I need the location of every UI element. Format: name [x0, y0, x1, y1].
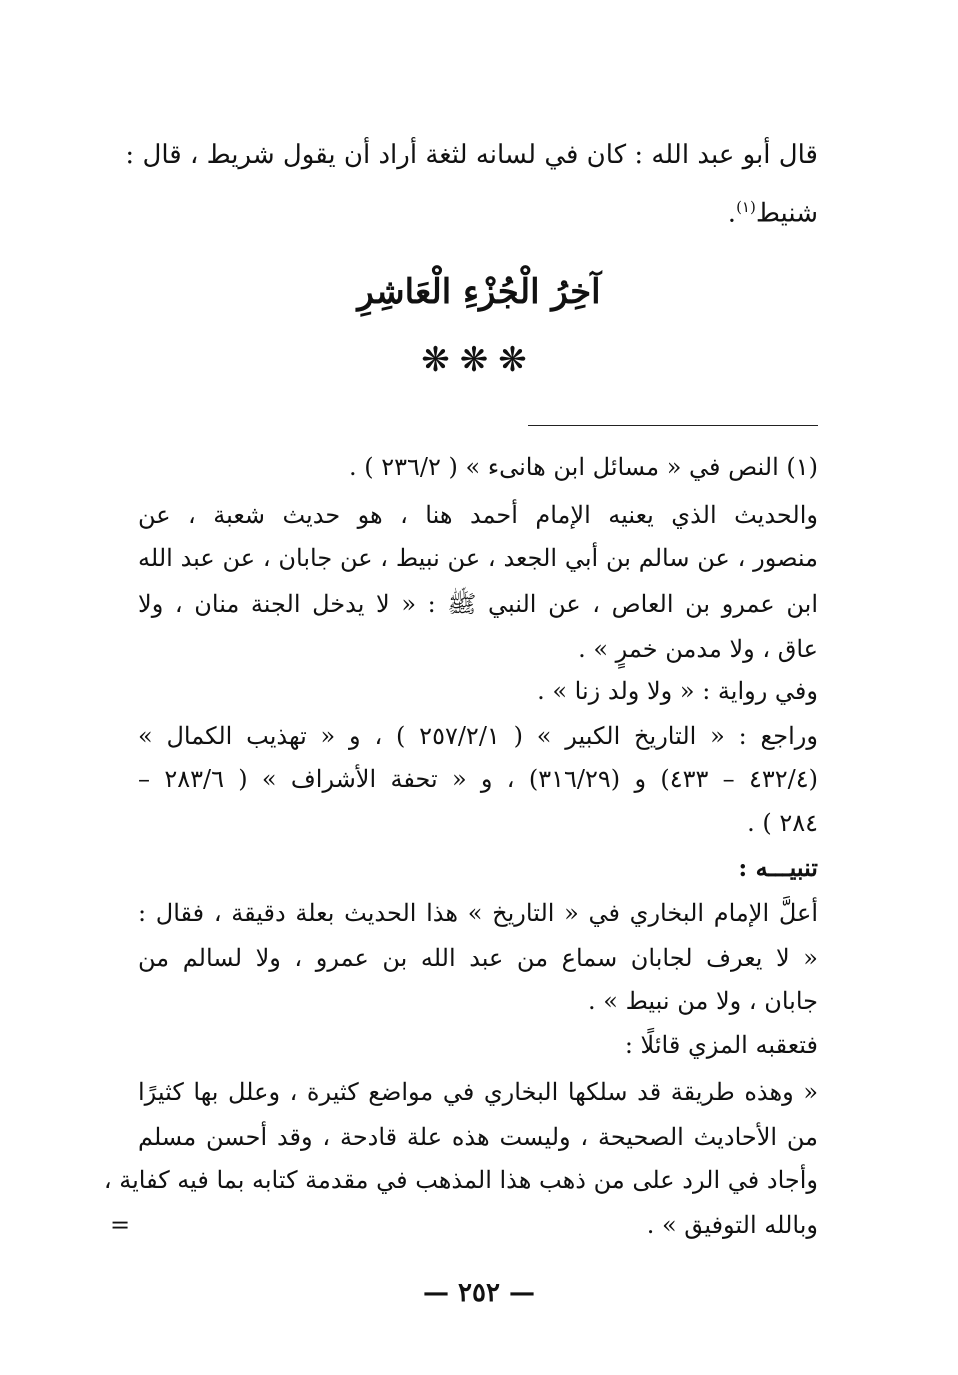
footnote-line: ابن عمرو بن العاص ، عن النبي ﷺ : « لا يدخل الجنة منان ، ولا: [138, 590, 818, 618]
footnote-line: وفي رواية : « ولا ولد زنا » .: [537, 677, 818, 705]
footnote-separator: [528, 425, 818, 426]
main-text-line-1: قال أبو عبد الله : كان في لسانه لثغة أراد أن يقول شريط ، قال :: [125, 140, 818, 170]
footnote-line: « وهذه طريقة قد سلكها البخاري في مواضع كثيرة ، وعلل بها كثيرًا: [138, 1078, 818, 1106]
section-end-title: آخِرُ الْجُزْءِ الْعَاشِرِ: [357, 272, 601, 312]
footnote-line: من الأحاديث الصحيحة ، وليست هذه علة قادحة ، وقد أحسن مسلم: [138, 1123, 818, 1151]
footnote-line: عاق ، ولا مدمن خمرٍ » .: [578, 635, 818, 663]
footnote-line: وأجاد في الرد على من ذهب هذا المذهب في مقدمة كتابه بما فيه كفاية ،: [103, 1166, 818, 1194]
page-number: — ٢٥٢ —: [422, 1278, 536, 1308]
main-text-period: .: [727, 198, 737, 229]
footnote-reference-mark: (١): [736, 198, 756, 216]
footnote-line: منصور ، عن سالم بن أبي الجعد ، عن نبيط ، عن جابان ، عن عبد الله: [138, 544, 818, 572]
main-text-line-2: [138, 190, 818, 231]
footnote-line: « لا يعرف لجابان سماع من عبد الله بن عمرو ، ولا لسالم من: [138, 944, 818, 972]
footnote-heading: تنبيـــه :: [738, 853, 818, 882]
footnote-line: أعلَّ الإمام البخاري في « التاريخ » هذا الحديث بعلة دقيقة ، فقال :: [138, 899, 818, 927]
footnote-line: وراجع : « التاريخ الكبير » ( ٢٥٧/٢/١ ) ، و « تهذيب الكمال »: [138, 722, 818, 750]
ornament-stars: ❋❋❋: [421, 340, 537, 380]
footnote-line: وبالله التوفيق » .: [646, 1211, 818, 1239]
footnote-line: والحديث الذي يعنيه الإمام أحمد هنا ، هو حديث شعبة ، عن: [138, 501, 818, 529]
footnote-line: فتعقبه المزي قائلًا :: [624, 1031, 818, 1059]
footnote-line: (١) النص في « مسائل ابن هانىء » ( ٢٣٦/٢ ) .: [348, 453, 818, 481]
continuation-mark: =: [110, 1211, 131, 1239]
footnote-line: جابان ، ولا من نبيط » .: [588, 987, 818, 1015]
footnote-line: ٢٨٤ ) .: [747, 809, 818, 837]
main-text-word: شنيط: [755, 198, 818, 229]
footnote-line: (٤٣٢/٤ – ٤٣٣) و (٣١٦/٢٩) ، و « تحفة الأشراف » ( ٢٨٣/٦ –: [138, 765, 819, 793]
